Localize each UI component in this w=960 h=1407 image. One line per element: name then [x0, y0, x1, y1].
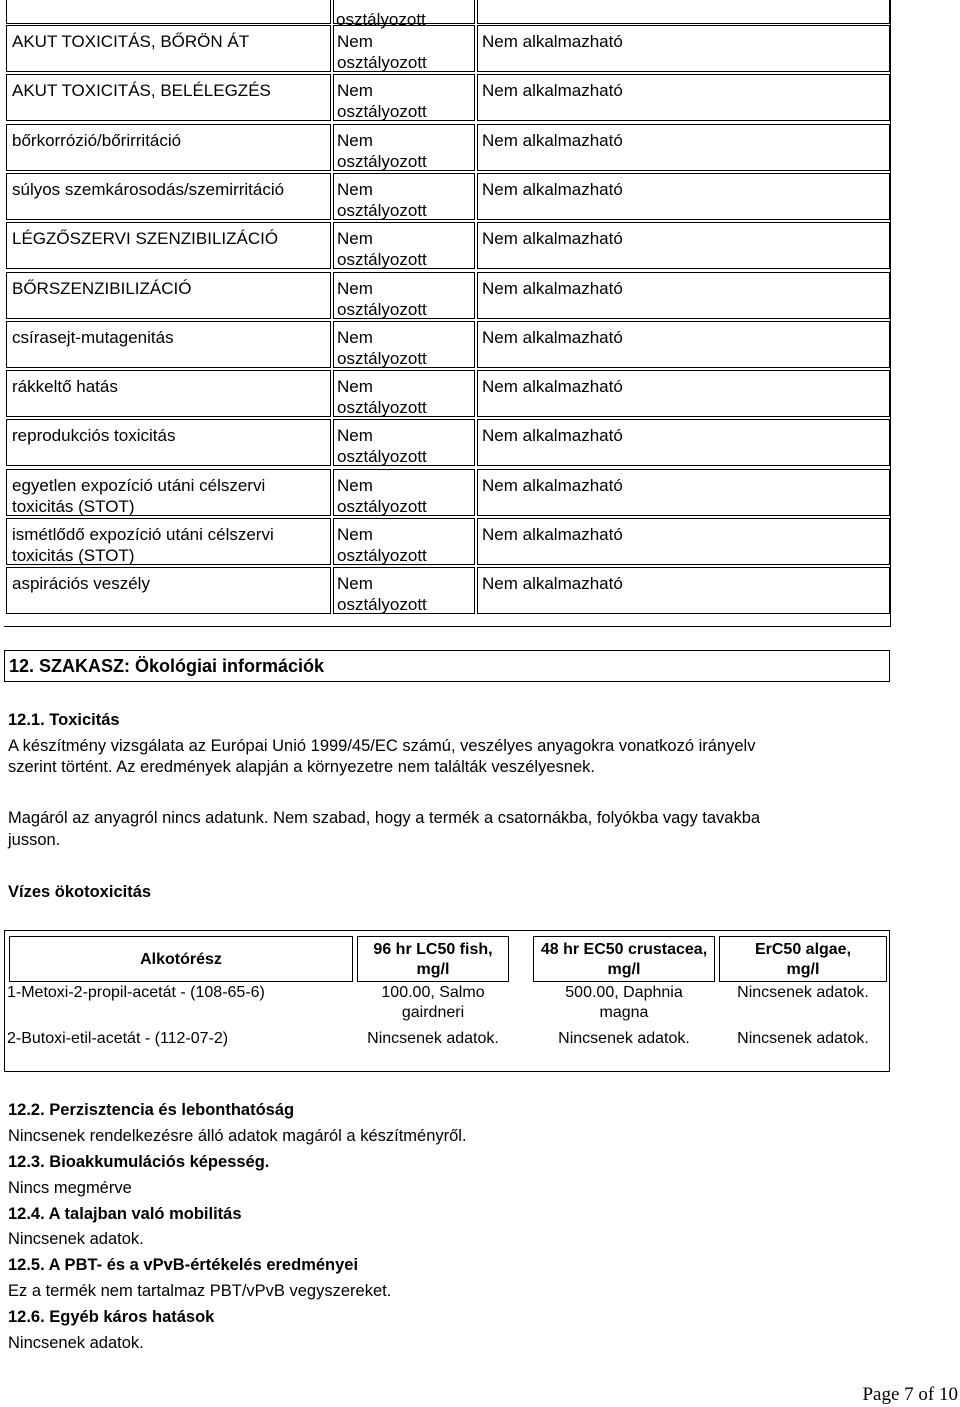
classification-value-line2: osztályozott	[337, 201, 427, 220]
classification-value-line1: Nem	[337, 131, 373, 150]
classification-value-line1: Nem	[337, 180, 373, 199]
classification-value	[337, 573, 427, 615]
hazard-class-label-line1: egyetlen expozíció utáni célszervi	[12, 476, 266, 495]
classification-cell	[333, 25, 475, 72]
classification-cell	[333, 370, 475, 417]
eco-row2-component: 2-Butoxi-etil-acetát - (112-07-2)	[7, 1030, 229, 1047]
hazard-class-label	[12, 425, 175, 446]
applicability-value: Nem alkalmazható	[482, 476, 623, 495]
hazard-class-cell	[6, 518, 331, 565]
classification-cell	[333, 419, 475, 466]
eco-header-crustacea: 48 hr EC50 crustacea, mg/l	[533, 936, 715, 982]
aquatic-toxicity-table	[4, 930, 890, 1072]
classification-value-line2: osztályozott	[337, 300, 427, 319]
classification-value-line1: Nem	[337, 574, 373, 593]
table-row	[4, 222, 890, 271]
section-12-header	[4, 650, 890, 682]
table-top-row-c3	[477, 0, 890, 24]
hazard-class-label	[12, 130, 181, 151]
classification-value	[337, 524, 427, 566]
classification-value-line2: osztályozott	[337, 497, 427, 516]
hazard-class-cell	[6, 272, 331, 319]
eco-row2-fish: Nincsenek adatok.	[367, 1030, 499, 1047]
hazard-class-label-line1: LÉGZŐSZERVI SZENZIBILIZÁCIÓ	[12, 229, 279, 248]
classification-value	[337, 80, 427, 122]
hazard-class-label	[12, 278, 191, 299]
applicability-cell	[477, 419, 890, 466]
hazard-class-label-line1: AKUT TOXICITÁS, BELÉLEGZÉS	[12, 81, 271, 100]
hazard-class-cell	[6, 321, 331, 368]
applicability-value: Nem alkalmazható	[482, 180, 623, 199]
classification-cell	[333, 518, 475, 565]
classification-value-line1: Nem	[337, 279, 373, 298]
eco-row2-algae: Nincsenek adatok.	[737, 1030, 869, 1047]
table-row	[4, 321, 890, 370]
applicability-value: Nem alkalmazható	[482, 426, 623, 445]
table-row	[4, 419, 890, 468]
applicability-value: Nem alkalmazható	[482, 81, 623, 100]
table-row	[4, 25, 890, 74]
applicability-value: Nem alkalmazható	[482, 377, 623, 396]
eco-row1-algae: Nincsenek adatok.	[737, 984, 869, 1001]
hazard-class-label-line1: aspirációs veszély	[12, 574, 150, 593]
hazard-class-label-line1: rákkeltő hatás	[12, 377, 118, 396]
applicability-value: Nem alkalmazható	[482, 279, 623, 298]
classification-value	[337, 31, 427, 73]
classification-value-line2: osztályozott	[337, 447, 427, 466]
applicability-value: Nem alkalmazható	[482, 229, 623, 248]
hazard-class-cell	[6, 222, 331, 269]
hazard-class-label-line1: AKUT TOXICITÁS, BŐRÖN ÁT	[12, 32, 250, 51]
hazard-class-label	[12, 376, 118, 397]
hazard-class-cell	[6, 173, 331, 220]
s122-text: Nincsenek rendelkezésre álló adatok magáról a készítményről.	[8, 1127, 467, 1145]
table-row	[4, 124, 890, 173]
hazard-class-label-line1: csírasejt-mutagenitás	[12, 328, 174, 347]
applicability-cell	[477, 272, 890, 319]
s123-title: 12.3. Bioakkumulációs képesség.	[8, 1153, 270, 1171]
hazard-class-label	[12, 524, 274, 566]
classification-value	[337, 130, 427, 172]
classification-value	[337, 425, 427, 467]
hazard-class-label	[12, 475, 265, 517]
s121-p1-line1: A készítmény vizsgálata az Európai Unió 1999/45/EC számú, veszélyes anyagokra vonatkozó irányelv	[8, 737, 756, 755]
classification-value-line1: Nem	[337, 525, 373, 544]
classification-value-line1: Nem	[337, 32, 373, 51]
hazard-class-label-line1: BŐRSZENZIBILIZÁCIÓ	[12, 279, 192, 298]
first-classification-value: osztályozott	[336, 10, 426, 29]
classification-cell	[333, 272, 475, 319]
classification-value-line2: osztályozott	[337, 152, 427, 171]
applicability-cell	[477, 74, 890, 121]
table-row	[4, 173, 890, 222]
classification-value-line1: Nem	[337, 426, 373, 445]
s121-p2-line2: jusson.	[8, 831, 61, 849]
classification-cell	[333, 173, 475, 220]
applicability-cell	[477, 222, 890, 269]
classification-value-line1: Nem	[337, 328, 373, 347]
aquatic-title: Vízes ökotoxicitás	[8, 883, 152, 901]
hazard-class-cell	[6, 370, 331, 417]
classification-value-line1: Nem	[337, 377, 373, 396]
classification-value-line2: osztályozott	[337, 349, 427, 368]
hazard-class-cell	[6, 25, 331, 72]
s126-title: 12.6. Egyéb káros hatások	[8, 1308, 215, 1326]
eco-row2-crustacea: Nincsenek adatok.	[558, 1030, 690, 1047]
table-top-row-c1	[6, 0, 331, 24]
applicability-cell	[477, 518, 890, 565]
applicability-cell	[477, 25, 890, 72]
s123-text: Nincs megmérve	[8, 1179, 132, 1197]
classification-cell	[333, 567, 475, 614]
classification-value-line1: Nem	[337, 81, 373, 100]
s124-text: Nincsenek adatok.	[8, 1230, 144, 1248]
classification-cell	[333, 469, 475, 516]
applicability-value: Nem alkalmazható	[482, 574, 623, 593]
s121-p1-line2: szerint történt. Az eredmények alapján a környezetre nem találták veszélyesnek.	[8, 758, 595, 776]
classification-value	[337, 179, 427, 221]
hazard-class-label-line2: toxicitás (STOT)	[12, 546, 135, 565]
table-row	[4, 567, 890, 616]
classification-value	[337, 376, 427, 418]
applicability-value: Nem alkalmazható	[482, 328, 623, 347]
s124-title: 12.4. A talajban való mobilitás	[8, 1205, 242, 1223]
eco-row1-crustacea: 500.00, Daphnia magna	[565, 984, 683, 1021]
table-row	[4, 74, 890, 123]
eco-row1-fish: 100.00, Salmo gairdneri	[381, 984, 485, 1021]
applicability-value: Nem alkalmazható	[482, 525, 623, 544]
classification-value-line1: Nem	[337, 476, 373, 495]
s125-text: Ez a termék nem tartalmaz PBT/vPvB vegyszereket.	[8, 1282, 392, 1300]
classification-value-line2: osztályozott	[337, 595, 427, 614]
hazard-class-cell	[6, 74, 331, 121]
s122-title: 12.2. Perzisztencia és lebonthatóság	[8, 1101, 295, 1119]
eco-row1-component: 1-Metoxi-2-propil-acetát - (108-65-6)	[7, 984, 265, 1001]
hazard-class-cell	[6, 124, 331, 171]
hazard-class-cell	[6, 469, 331, 516]
applicability-value: Nem alkalmazható	[482, 32, 623, 51]
table-row	[4, 518, 890, 567]
classification-cell	[333, 321, 475, 368]
classification-value	[337, 327, 427, 369]
hazard-class-cell	[6, 567, 331, 614]
applicability-cell	[477, 469, 890, 516]
hazard-class-cell	[6, 419, 331, 466]
classification-cell	[333, 222, 475, 269]
applicability-cell	[477, 567, 890, 614]
classification-value	[337, 278, 427, 320]
hazard-class-label-line1: ismétlődő expozíció utáni célszervi	[12, 525, 274, 544]
hazard-class-label	[12, 573, 150, 594]
hazard-class-label-line1: súlyos szemkárosodás/szemirritáció	[12, 180, 285, 199]
page-number: Page 7 of 10	[862, 1384, 958, 1405]
classification-value-line2: osztályozott	[337, 250, 427, 269]
table-row	[4, 370, 890, 419]
table-row	[4, 272, 890, 321]
classification-value-line2: osztályozott	[337, 546, 427, 565]
classification-value-line2: osztályozott	[337, 102, 427, 121]
hazard-class-label-line1: reprodukciós toxicitás	[12, 426, 176, 445]
hazard-class-label	[12, 228, 278, 249]
classification-value-line1: Nem	[337, 229, 373, 248]
classification-cell	[333, 124, 475, 171]
s125-title: 12.5. A PBT- és a vPvB-értékelés eredményei	[8, 1256, 359, 1274]
classification-value-line2: osztályozott	[337, 398, 427, 417]
applicability-cell	[477, 173, 890, 220]
classification-value	[337, 228, 427, 270]
hazard-class-label	[12, 179, 284, 200]
classification-value-line2: osztályozott	[337, 53, 427, 72]
hazard-class-label-line1: bőrkorrózió/bőrirritáció	[12, 131, 182, 150]
eco-header-algae: ErC50 algae, mg/l	[719, 936, 887, 982]
applicability-cell	[477, 370, 890, 417]
eco-header-component: Alkotórész	[9, 936, 353, 982]
hazard-class-label	[12, 31, 249, 52]
eco-header-fish: 96 hr LC50 fish, mg/l	[357, 936, 509, 982]
classification-value	[337, 475, 427, 517]
classification-cell	[333, 74, 475, 121]
applicability-cell	[477, 124, 890, 171]
table-row	[4, 469, 890, 518]
hazard-class-label-line2: toxicitás (STOT)	[12, 497, 135, 516]
applicability-value: Nem alkalmazható	[482, 131, 623, 150]
hazard-class-label	[12, 80, 271, 101]
section-12-title: 12. SZAKASZ: Ökológiai információk	[9, 656, 325, 676]
s121-p2-line1: Magáról az anyagról nincs adatunk. Nem szabad, hogy a termék a csatornákba, folyókba vagy tavakba	[8, 809, 761, 827]
s126-text: Nincsenek adatok.	[8, 1334, 144, 1352]
applicability-cell	[477, 321, 890, 368]
s121-title: 12.1. Toxicitás	[8, 711, 120, 729]
hazard-class-label	[12, 327, 174, 348]
